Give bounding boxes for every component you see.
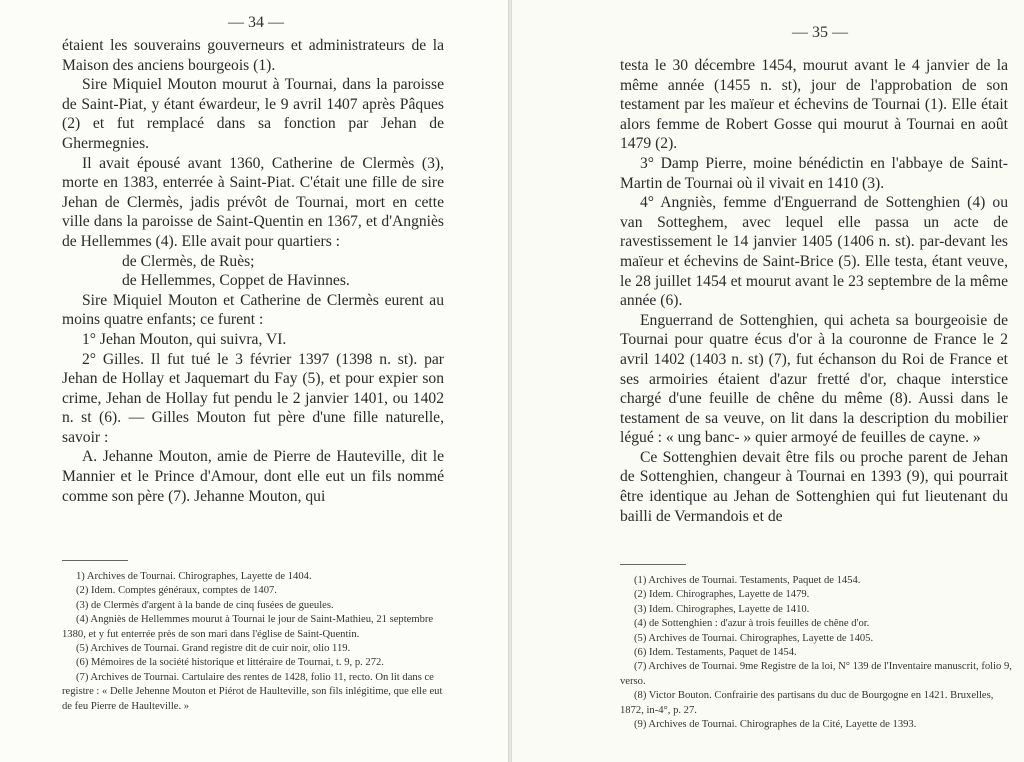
footnote: (1) Archives de Tournai. Testaments, Paquet de 1454.	[634, 575, 861, 586]
page-number: — 34 —	[228, 14, 284, 31]
footnote: (9) Archives de Tournai. Chirographes de la Cité, Layette de 1393.	[634, 719, 917, 731]
paragraph: 4° Angniès, femme d'Enguerrand de Sottenghien (4) ou van Sotteghem, avec lequel elle passa un acte de ravestissement le 14 janvier 1405 (1406 n. st). par-devant les maïeur et échevins de Saint-Brice (5). Elle testa, étant veuve, le 28 juillet 1454 et mourut avant le 23 septembre de la même année (6).	[620, 194, 1008, 310]
footnote: 1) Archives de Tournai. Chirographes, Layette de 1404.	[76, 571, 312, 582]
footnote: (6) Idem. Testaments, Paquet de 1454.	[634, 647, 797, 659]
footnote: (2) Idem. Chirographes, Layette de 1479.	[634, 589, 810, 601]
footnote: (2) Idem. Comptes généraux, comptes de 1407.	[76, 585, 277, 597]
quartier-line: de Clermès, de Ruès;	[122, 252, 255, 270]
paragraph: Sire Miquiel Mouton mourut à Tournai, dans la paroisse de Saint-Piat, y étant éwardeur, le 9 avril 1407 après Pâques (2) et fut remplacé dans sa fonction par Jehan de Ghermegnies.	[62, 76, 444, 152]
footnote-rule	[62, 560, 128, 561]
page-body	[620, 56, 1008, 526]
page-number: — 35 —	[792, 24, 848, 41]
footnote: (3) de Clermès d'argent à la bande de cinq fusées de gueules.	[76, 599, 334, 611]
footnote: (5) Archives de Tournai. Grand registre dit de cuir noir, olio 119.	[76, 643, 351, 655]
footnote: (6) Mémoires de la société historique et littéraire de Tournai, t. 9, p. 272.	[76, 657, 384, 669]
footnote-rule	[620, 564, 686, 565]
paragraph: 3° Damp Pierre, moine bénédictin en l'abbaye de Saint-Martin de Tournai où il vivait en 1410 (3).	[620, 154, 1008, 192]
footnote: (8) Victor Bouton. Confrairie des partisans du duc de Bourgogne en 1421. Bruxelles, 1872, in-4°, p. 27.	[620, 690, 994, 716]
footnotes	[62, 570, 446, 714]
paragraph: 2° Gilles. Il fut tué le 3 février 1397 (1398 n. st). par Jehan de Hollay et Jaquemart du Fay (5), et pour expier son crime, Jehan de Hollay fut pendu le 2 janvier 1401, ou 1402 n. st (6). — Gilles Mouton fut père d'une fille naturelle, savoir :	[62, 350, 444, 446]
footnote: (7) Archives de Tournai. Cartulaire des rentes de 1428, folio 11, recto. On lit dans ce registre : « Delle Jehenne Mouton et Piérot de Haulteville, son fils inlégitime, que elle eut de feu Pierre de Haulteville. »	[62, 671, 443, 712]
paragraph: Il avait épousé avant 1360, Catherine de Clermès (3), morte en 1383, enterrée à Saint-Piat. C'était une fille de sire Jehan de Clermès, jadis prévôt de Tournai, mort en cette ville dans la paroisse de Saint-Quentin en 1367, et d'Angniès de Hellemmes (4). Elle avait pour quartiers :	[62, 154, 444, 250]
footnote: (7) Archives de Tournai. 9me Registre de la loi, N° 139 de l'Inventaire manuscrit, folio 9, verso.	[620, 661, 1012, 687]
left-page	[0, 0, 508, 762]
paragraph: testa le 30 décembre 1454, mourut avant le 4 janvier de la même année (1455 n. st), jour de l'approbation de son testament par les maïeur et échevins de Tournai (1). Elle était alors femme de Robert Gosse qui mourut à Tournai en août 1479 (2).	[620, 57, 1008, 153]
paragraph: étaient les souverains gouverneurs et administrateurs de la Maison des anciens bourgeois (1).	[62, 37, 444, 74]
paragraph: Sire Miquiel Mouton et Catherine de Clermès eurent au moins quatre enfants; ce furent :	[62, 291, 444, 329]
footnotes	[620, 574, 1014, 732]
footnote: (4) de Sottenghien : d'azur à trois feuilles de chêne d'or.	[634, 618, 870, 630]
paragraph: A. Jehanne Mouton, amie de Pierre de Hauteville, dit le Mannier et le Prince d'Amour, dont elle eut un fils nommé comme son père (7). Jehanne Mouton, qui	[62, 448, 444, 505]
footnote: (5) Archives de Tournai. Chirographes, Layette de 1405.	[634, 632, 874, 644]
paragraph: Ce Sottenghien devait être fils ou proche parent de Jehan de Sottenghien, changeur à Tournai en 1393 (9), qui pourrait être identique au Jehan de Sottenghien qui fut lieutenant du bailli de Vermandois et de	[620, 448, 1008, 525]
quartier-line: de Hellemmes, Coppet de Havinnes.	[122, 272, 350, 290]
paragraph: Enguerrand de Sottenghien, qui acheta sa bourgeoisie de Tournai pour quatre écus d'or à la couronne de France le 2 avril 1402 (1403 n. st) (7), fut échanson du Roi de France et ses armoiries étaient d'azur fretté d'or, chaque interstice chargé d'une feuille de chêne du même (8). Aussi dans le testament de sa veuve, on lit dans la description du mobilier légué : « ung banc- » quier armoyé de feuilles de cayne. »	[620, 311, 1008, 447]
footnote: (4) Angniès de Hellemmes mourut à Tournai le jour de Saint-Mathieu, 21 septembre 1380, et y fut enterrée près de son mari dans l'église de Saint-Quentin.	[62, 614, 434, 640]
footnote: (3) Idem. Chirographes, Layette de 1410.	[634, 603, 810, 615]
paragraph: 1° Jehan Mouton, qui suivra, VI.	[82, 330, 287, 348]
right-page	[512, 0, 1024, 762]
page-body	[62, 36, 444, 506]
